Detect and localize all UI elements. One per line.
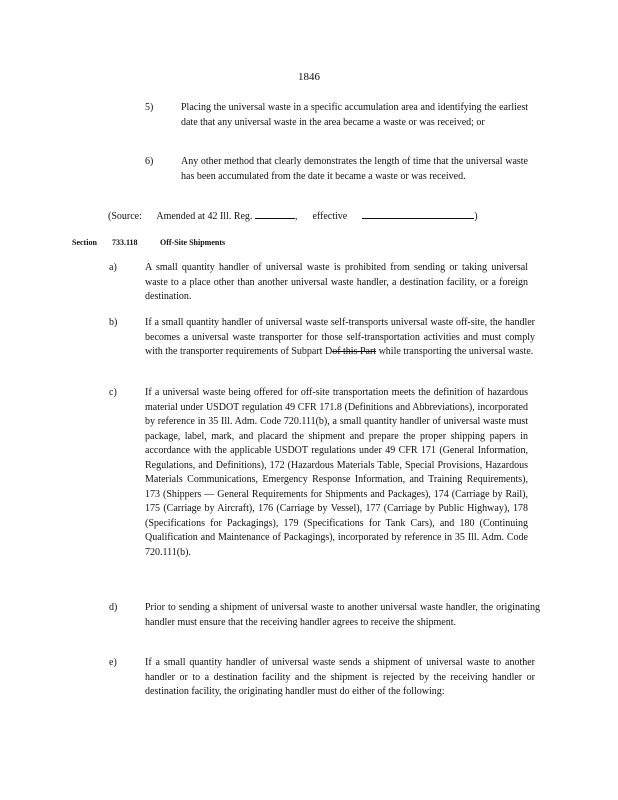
subitem-6-text: Any other method that clearly demonstrates the length of time that the universal waste has been accumulated from the date it became a waste or was received. xyxy=(181,156,528,182)
subitem-5-label: 5) xyxy=(145,102,154,113)
item-b-text xyxy=(145,316,535,360)
item-e-text: If a small quantity handler of universal waste sends a shipment of universal waste to another handler or to a destination facility and the shipment is rejected by the receiving handler or destination facility, the originating handler must do either of the following: xyxy=(145,657,535,698)
section-number: 733.118 xyxy=(112,238,138,247)
item-b-label: b) xyxy=(109,317,118,328)
item-d-text: Prior to sending a shipment of universal waste to another universal waste handler, the originating handler must ensure that the receiving handler agrees to receive the shipment. xyxy=(145,602,540,628)
subitem-5-text: Placing the universal waste in a specific accumulation area and identifying the earliest date that any universal waste in the area became a waste or was received; or xyxy=(181,102,528,128)
source-prefix: (Source: xyxy=(108,211,142,222)
item-a-label: a) xyxy=(109,262,117,273)
section-word: Section xyxy=(72,238,97,247)
item-a-text: A small quantity handler of universal waste is prohibited from sending or taking universal waste to a place other than another universal waste handler, a destination facility, or a foreign destination. xyxy=(145,262,528,303)
reg-blank xyxy=(255,209,295,219)
source-note xyxy=(108,209,478,225)
page-number: 1846 xyxy=(298,71,320,83)
source-effective: effective xyxy=(312,211,348,222)
item-c-label: c) xyxy=(109,387,117,398)
source-comma: , xyxy=(294,211,298,222)
subitem-6-label: 6) xyxy=(145,156,154,167)
item-b-text-after: while transporting the universal waste. xyxy=(376,346,534,358)
effective-blank xyxy=(362,209,474,219)
section-heading xyxy=(72,238,225,247)
item-e-label: e) xyxy=(109,657,117,668)
source-amended: Amended at 42 Ill. Reg. xyxy=(156,211,253,222)
item-b-text-before: If a small quantity handler of universal waste self-transports universal waste off-site, the handler becomes a universal waste transporter for those self-transportation activities and must comply with the transporter requirements of Subpart D xyxy=(145,317,535,358)
section-title: Off-Site Shipments xyxy=(160,238,226,247)
source-suffix: ) xyxy=(474,211,478,222)
item-d-label: d) xyxy=(109,602,118,613)
item-b-struck-text: of this Part xyxy=(332,346,377,358)
item-c-text: If a universal waste being offered for off-site transportation meets the definition of hazardous material under USDOT regulation 49 CFR 171.8 (Definitions and Abbreviations), incorporated by reference in 35 Ill. Adm. Code 720.111(b), a small quantity handler of universal waste must package, label, mark, and placard the shipment and prepare the proper shipping papers in accordance with the applicable USDOT regulations under 49 CFR 171 (General Information, Regulations, and Definitions), 172 (Hazardous Materials Table, Special Provisions, Hazardous Materials Communications, Emergency Response Information, and Training Requirements), 173 (Shippers — General Requirements for Shipments and Packages), 174 (Carriage by Rail), 175 (Carriage by Aircraft), 176 (Carriage by Vessel), 177 (Carriage by Public Highway), 178 (Specifications for Packagings), 179 (Specifications for Tank Cars), and 180 (Continuing Qualification and Maintenance of Packagings), incorporated by reference in 35 Ill. Adm. Code 720.111(b). xyxy=(145,387,528,558)
